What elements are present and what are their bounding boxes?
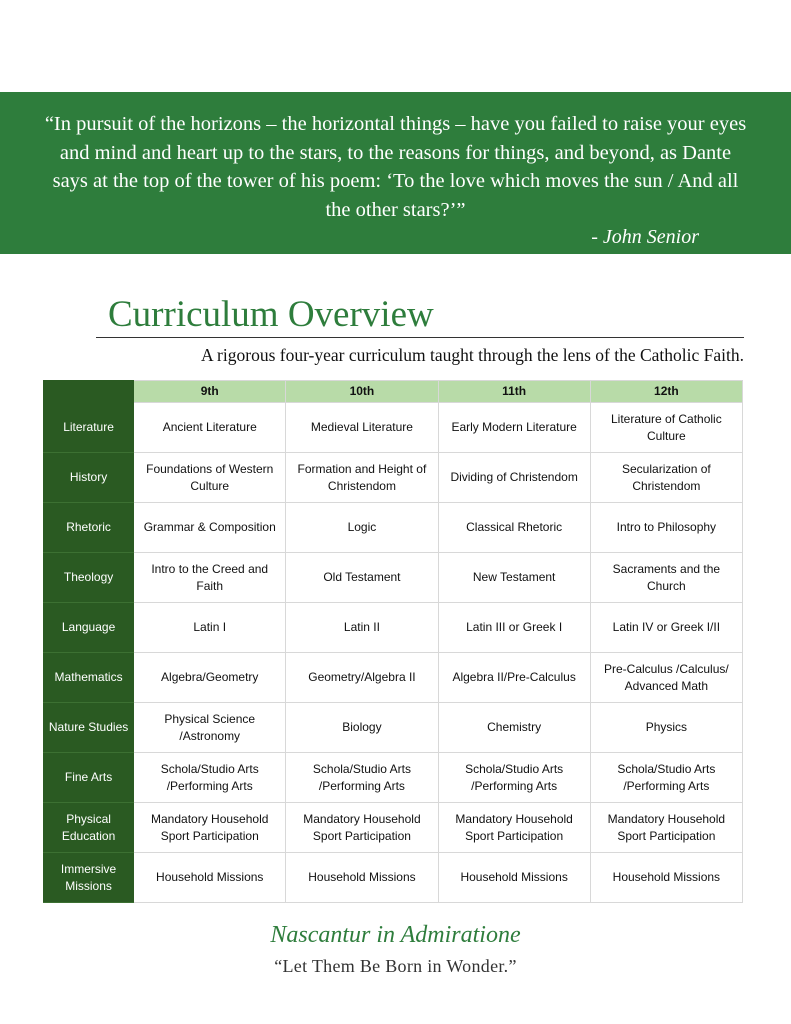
table-row xyxy=(44,503,743,553)
course-cell: Physical Science /Astronomy xyxy=(134,703,286,753)
subject-label: Language xyxy=(44,603,134,653)
course-cell: Schola/Studio Arts /Performing Arts xyxy=(438,753,590,803)
course-cell: Biology xyxy=(286,703,438,753)
quote-text: “In pursuit of the horizons – the horizontal things – have you failed to raise your eyes and mind and heart up to the stars, to the reasons for things, and beyond, as Dante says at the top of the tower of his poem: ‘To the love which moves the sun / And all the other stars?’” xyxy=(44,113,747,221)
course-cell: Grammar & Composition xyxy=(134,503,286,553)
grade-header: 11th xyxy=(438,381,590,403)
course-cell: Household Missions xyxy=(286,853,438,903)
table-row xyxy=(44,753,743,803)
quote-attribution: - John Senior xyxy=(591,226,699,248)
course-cell: Logic xyxy=(286,503,438,553)
subject-label: Theology xyxy=(44,553,134,603)
table-row xyxy=(44,603,743,653)
course-cell: Mandatory Household Sport Participation xyxy=(134,803,286,853)
subject-label: Mathematics xyxy=(44,653,134,703)
subject-label: Rhetoric xyxy=(44,503,134,553)
course-cell: Schola/Studio Arts /Performing Arts xyxy=(590,753,742,803)
course-cell: Literature of Catholic Culture xyxy=(590,403,742,453)
course-cell: Household Missions xyxy=(438,853,590,903)
course-cell: Schola/Studio Arts /Performing Arts xyxy=(134,753,286,803)
course-cell: Latin I xyxy=(134,603,286,653)
subject-label: Fine Arts xyxy=(44,753,134,803)
grade-header-row xyxy=(44,381,743,403)
table-row xyxy=(44,653,743,703)
course-cell: Algebra/Geometry xyxy=(134,653,286,703)
subject-label: Nature Studies xyxy=(44,703,134,753)
course-cell: Mandatory Household Sport Participation xyxy=(286,803,438,853)
course-cell: Pre-Calculus /Calculus/ Advanced Math xyxy=(590,653,742,703)
subject-label: Literature xyxy=(44,403,134,453)
course-cell: Latin IV or Greek I/II xyxy=(590,603,742,653)
course-cell: Formation and Height of Christendom xyxy=(286,453,438,503)
table-row xyxy=(44,853,743,903)
course-cell: Sacraments and the Church xyxy=(590,553,742,603)
subject-label: Physical Education xyxy=(44,803,134,853)
table-row xyxy=(44,803,743,853)
course-cell: Latin II xyxy=(286,603,438,653)
course-cell: Dividing of Christendom xyxy=(438,453,590,503)
course-cell: Chemistry xyxy=(438,703,590,753)
course-cell: Geometry/Algebra II xyxy=(286,653,438,703)
title-divider xyxy=(96,337,744,338)
table-row xyxy=(44,703,743,753)
course-cell: Intro to Philosophy xyxy=(590,503,742,553)
subject-label: History xyxy=(44,453,134,503)
course-cell: New Testament xyxy=(438,553,590,603)
grade-header: 12th xyxy=(590,381,742,403)
quote-banner xyxy=(0,92,791,254)
motto-translation: “Let Them Be Born in Wonder.” xyxy=(274,956,517,976)
course-cell: Old Testament xyxy=(286,553,438,603)
course-cell: Secularization of Christendom xyxy=(590,453,742,503)
course-cell: Mandatory Household Sport Participation xyxy=(590,803,742,853)
page-subtitle: A rigorous four-year curriculum taught through the lens of the Catholic Faith. xyxy=(201,345,744,365)
course-cell: Mandatory Household Sport Participation xyxy=(438,803,590,853)
grade-header: 10th xyxy=(286,381,438,403)
course-cell: Intro to the Creed and Faith xyxy=(134,553,286,603)
subject-label: Immersive Missions xyxy=(44,853,134,903)
course-cell: Classical Rhetoric xyxy=(438,503,590,553)
course-cell: Physics xyxy=(590,703,742,753)
grade-header: 9th xyxy=(134,381,286,403)
page-title: Curriculum Overview xyxy=(108,294,434,335)
table-row xyxy=(44,453,743,503)
course-cell: Medieval Literature xyxy=(286,403,438,453)
table-corner xyxy=(44,381,134,403)
course-cell: Latin III or Greek I xyxy=(438,603,590,653)
course-cell: Foundations of Western Culture xyxy=(134,453,286,503)
course-cell: Household Missions xyxy=(134,853,286,903)
curriculum-table xyxy=(43,380,743,903)
table-row xyxy=(44,553,743,603)
course-cell: Algebra II/Pre-Calculus xyxy=(438,653,590,703)
course-cell: Schola/Studio Arts /Performing Arts xyxy=(286,753,438,803)
latin-motto: Nascantur in Admiratione xyxy=(270,922,521,948)
course-cell: Ancient Literature xyxy=(134,403,286,453)
course-cell: Early Modern Literature xyxy=(438,403,590,453)
table-row xyxy=(44,403,743,453)
course-cell: Household Missions xyxy=(590,853,742,903)
